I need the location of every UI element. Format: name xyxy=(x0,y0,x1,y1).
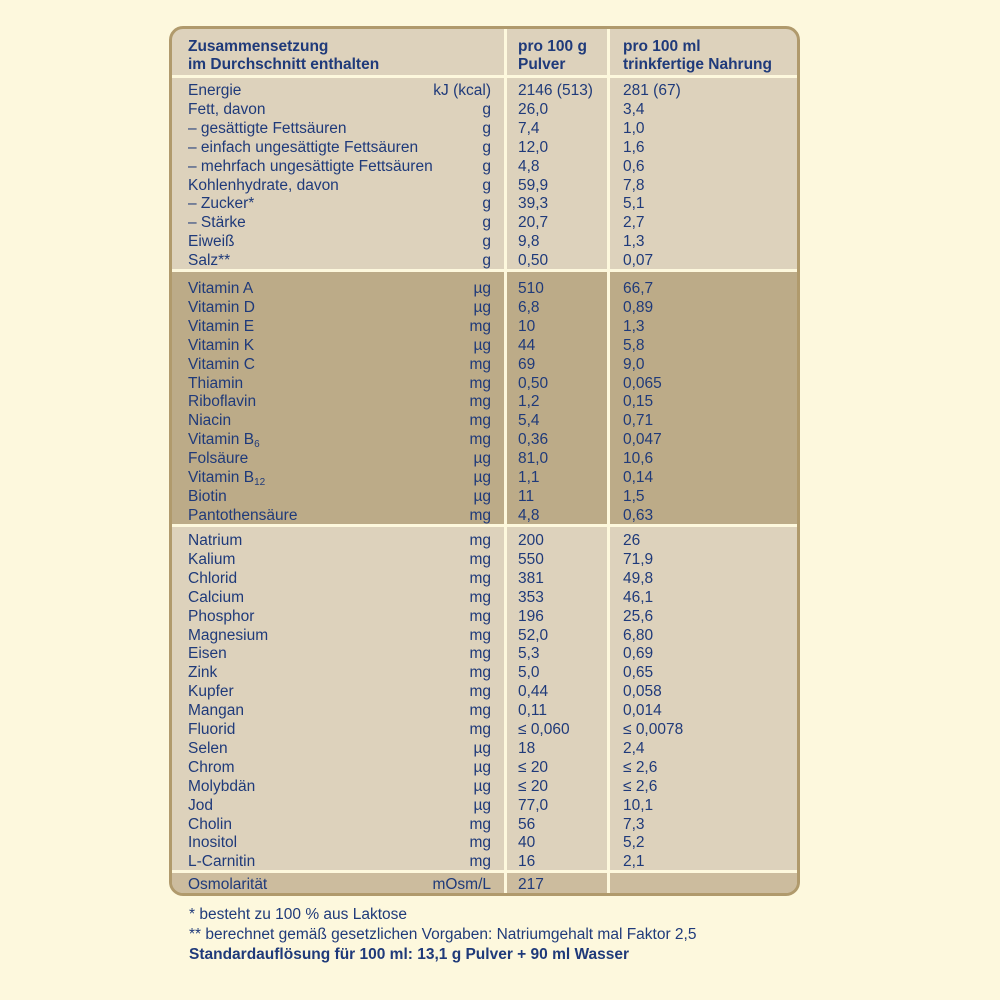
table-row xyxy=(172,607,797,626)
value-per-100g: 69 xyxy=(518,355,536,373)
nutrient-name-text: Vitamin A xyxy=(188,280,254,297)
nutrient-name-text: Inositol xyxy=(188,834,238,852)
value-per-100g: 1,2 xyxy=(518,393,540,411)
nutrient-unit: µg xyxy=(473,739,491,757)
nutrient-name xyxy=(188,336,254,355)
header-per-100ml xyxy=(623,38,772,74)
table-row xyxy=(172,298,797,317)
value-per-100g: 381 xyxy=(518,569,544,587)
table-row xyxy=(172,550,797,569)
nutrient-name xyxy=(188,550,235,569)
nutrient-name-text: Pantothensäure xyxy=(188,506,298,524)
value-per-100g: 5,0 xyxy=(518,664,540,682)
value-per-100g: 4,8 xyxy=(518,157,540,175)
nutrient-name-text: L-Carnitin xyxy=(188,853,256,871)
nutrient-name xyxy=(188,194,254,213)
nutrient-name-text: – gesättigte Fettsäuren xyxy=(188,119,347,137)
value-per-100g: 44 xyxy=(518,336,536,354)
nutrient-name-text: Vitamin B xyxy=(188,469,255,486)
nutrient-unit: µg xyxy=(473,280,491,297)
nutrient-name-text: Molybdän xyxy=(188,777,256,795)
nutrient-name-text: – Zucker* xyxy=(188,195,255,213)
table-row xyxy=(172,701,797,720)
nutrient-name-text: Vitamin E xyxy=(188,317,255,335)
nutrient-name-text: Biotin xyxy=(188,487,227,505)
table-row xyxy=(172,279,797,298)
table-row xyxy=(172,213,797,232)
nutrient-name-text: Chlorid xyxy=(188,569,238,587)
nutrient-unit: g xyxy=(482,176,491,194)
nutrient-name-text: Kupfer xyxy=(188,683,234,701)
nutrient-name-text: Fett, davon xyxy=(188,100,266,118)
table-row xyxy=(172,317,797,336)
value-per-100ml: 1,3 xyxy=(623,233,645,251)
value-per-100ml: 0,89 xyxy=(623,298,654,316)
value-per-100g: 0,36 xyxy=(518,431,549,449)
value-per-100ml: 0,058 xyxy=(623,683,662,701)
nutrient-unit: mg xyxy=(469,626,491,644)
nutrient-unit: mg xyxy=(469,607,491,625)
table-row xyxy=(172,392,797,411)
nutrient-name-text: Selen xyxy=(188,739,228,757)
nutrient-name xyxy=(188,298,255,317)
value-per-100g: 20,7 xyxy=(518,214,549,232)
value-per-100ml: 0,065 xyxy=(623,374,662,392)
nutrient-name xyxy=(188,569,237,588)
value-per-100ml: 25,6 xyxy=(623,607,654,625)
nutrient-name-text: Phosphor xyxy=(188,607,255,625)
nutrient-unit: mg xyxy=(469,355,491,373)
footnote-lactose: * besteht zu 100 % aus Laktose xyxy=(189,906,408,923)
value-per-100ml: ≤ 0,0078 xyxy=(623,721,684,738)
value-per-100ml: 49,8 xyxy=(623,569,654,587)
value-per-100ml: 7,8 xyxy=(623,176,645,194)
header-col3-line2: trinkfertige Nahrung xyxy=(623,56,772,73)
nutrient-name-text: Folsäure xyxy=(188,450,249,468)
value-per-100g: 6,8 xyxy=(518,298,540,316)
nutrient-name xyxy=(188,487,227,506)
section-separator xyxy=(172,870,797,873)
table-row xyxy=(172,336,797,355)
nutrient-name-text: – einfach ungesättigte Fettsäuren xyxy=(188,138,419,156)
value-per-100ml: 66,7 xyxy=(623,280,654,297)
table-row xyxy=(172,194,797,213)
nutrient-unit: mg xyxy=(469,317,491,335)
nutrient-name xyxy=(188,138,418,157)
nutrient-name xyxy=(188,663,217,682)
nutrient-name-text: Vitamin D xyxy=(188,298,255,316)
nutrient-name-text: Vitamin K xyxy=(188,336,255,354)
table-row xyxy=(172,796,797,815)
value-per-100g: 5,4 xyxy=(518,412,540,430)
table-row xyxy=(172,569,797,588)
nutrient-unit: mg xyxy=(469,721,491,738)
value-per-100ml: 10,6 xyxy=(623,450,654,468)
table-row xyxy=(172,430,797,449)
header-col2-line1: pro 100 g xyxy=(518,38,587,55)
value-per-100g: 353 xyxy=(518,588,544,606)
value-per-100g: 18 xyxy=(518,739,536,757)
table-row xyxy=(172,815,797,834)
value-per-100ml: 0,6 xyxy=(623,157,645,175)
value-per-100g: 0,44 xyxy=(518,683,549,701)
nutrient-unit: mg xyxy=(469,815,491,833)
standard-dilution: Standardauflösung für 100 ml: 13,1 g Pulver + 90 ml Wasser xyxy=(189,946,630,963)
nutrient-name xyxy=(188,392,256,411)
nutrient-unit: µg xyxy=(473,796,491,814)
value-per-100g: 16 xyxy=(518,853,536,871)
nutrient-name xyxy=(188,815,232,834)
table-row xyxy=(172,449,797,468)
value-per-100g: 0,50 xyxy=(518,252,549,270)
nutrient-name xyxy=(188,81,241,100)
nutrient-name-text: – Stärke xyxy=(188,214,246,232)
value-per-100g: 0,11 xyxy=(518,702,548,720)
nutrient-name xyxy=(188,506,297,525)
header-col3-line1: pro 100 ml xyxy=(623,38,701,55)
value-per-100ml: ≤ 2,6 xyxy=(623,758,658,776)
nutrient-name xyxy=(188,796,213,815)
nutrient-name xyxy=(188,317,254,336)
table-row xyxy=(172,411,797,430)
nutrient-unit: g xyxy=(482,138,491,156)
nutrient-subscript: 6 xyxy=(254,439,260,451)
nutrient-name-text: Jod xyxy=(188,796,213,814)
table-row xyxy=(172,138,797,157)
nutrient-name xyxy=(188,468,265,487)
nutrient-unit: g xyxy=(482,100,491,118)
value-per-100ml: 0,15 xyxy=(623,393,654,411)
table-row xyxy=(172,720,797,739)
value-per-100g: 12,0 xyxy=(518,138,549,156)
nutrient-unit: mg xyxy=(469,431,491,449)
value-per-100g: 550 xyxy=(518,550,544,568)
nutrient-name xyxy=(188,176,339,195)
value-per-100ml: 6,80 xyxy=(623,626,654,644)
nutrient-name-text: Chrom xyxy=(188,758,235,776)
nutrient-unit: mOsm/L xyxy=(432,876,491,893)
value-per-100g: 1,1 xyxy=(518,469,540,486)
value-per-100ml: 71,9 xyxy=(623,550,654,568)
nutrient-name xyxy=(188,374,243,393)
nutrient-name xyxy=(188,739,228,758)
nutrient-name xyxy=(188,430,260,449)
table-row xyxy=(172,875,797,894)
value-per-100ml: 1,6 xyxy=(623,138,645,156)
table-row xyxy=(172,100,797,119)
footnote-salt: ** berechnet gemäß gesetzlichen Vorgaben: Natriumgehalt mal Faktor 2,5 xyxy=(189,926,697,943)
value-per-100ml: 7,3 xyxy=(623,815,645,833)
table-row xyxy=(172,176,797,195)
table-row xyxy=(172,663,797,682)
nutrient-unit: g xyxy=(482,119,491,137)
nutrient-subscript: 12 xyxy=(254,477,266,488)
column-separator xyxy=(607,29,610,893)
nutrient-name xyxy=(188,355,255,374)
footnotes xyxy=(189,905,696,965)
value-per-100ml: 2,1 xyxy=(623,853,645,871)
value-per-100g: 217 xyxy=(518,876,544,893)
value-per-100g: 5,3 xyxy=(518,645,540,663)
nutrient-name xyxy=(188,279,253,298)
value-per-100g: 56 xyxy=(518,815,536,833)
nutrient-name xyxy=(188,607,254,626)
table-row xyxy=(172,374,797,393)
value-per-100g: 77,0 xyxy=(518,796,549,814)
nutrient-name-text: Niacin xyxy=(188,412,232,430)
table-row xyxy=(172,487,797,506)
nutrient-name xyxy=(188,758,235,777)
nutrient-unit: kJ (kcal) xyxy=(433,82,491,99)
value-per-100ml: 0,65 xyxy=(623,664,654,682)
value-per-100ml: 1,5 xyxy=(623,487,645,505)
table-row xyxy=(172,739,797,758)
value-per-100g: 10 xyxy=(518,317,536,335)
nutrient-unit: µg xyxy=(473,758,491,776)
nutrient-name xyxy=(188,588,244,607)
value-per-100g: 81,0 xyxy=(518,450,549,468)
value-per-100g: 11 xyxy=(518,487,535,505)
header-per-100g xyxy=(518,38,587,74)
table-row xyxy=(172,506,797,525)
table-row xyxy=(172,468,797,487)
value-per-100ml: ≤ 2,6 xyxy=(623,777,658,795)
nutrient-unit: g xyxy=(482,157,491,175)
nutrient-unit: mg xyxy=(469,374,491,392)
nutrient-name-text: Kohlenhydrate, davon xyxy=(188,176,339,194)
nutrient-name xyxy=(188,411,231,430)
value-per-100ml: 0,047 xyxy=(623,431,662,449)
nutrient-unit: mg xyxy=(469,550,491,568)
value-per-100ml: 5,8 xyxy=(623,336,645,354)
nutrient-name-text: Vitamin C xyxy=(188,355,255,373)
value-per-100ml: 3,4 xyxy=(623,100,645,118)
table-row xyxy=(172,682,797,701)
nutrient-name xyxy=(188,720,235,739)
value-per-100ml: 1,3 xyxy=(623,317,645,335)
nutrient-unit: g xyxy=(482,195,491,213)
nutrient-unit: µg xyxy=(473,336,491,354)
nutrient-name xyxy=(188,852,255,871)
value-per-100ml: 0,71 xyxy=(623,412,654,430)
value-per-100g: ≤ 0,060 xyxy=(518,721,570,738)
table-row xyxy=(172,833,797,852)
nutrient-unit: µg xyxy=(473,450,491,468)
nutrient-name-text: – mehrfach ungesättigte Fettsäuren xyxy=(188,157,433,175)
value-per-100g: 59,9 xyxy=(518,176,549,194)
header-col1-line2: im Durchschnitt enthalten xyxy=(188,56,380,73)
value-per-100ml: 2,7 xyxy=(623,214,645,232)
table-row xyxy=(172,251,797,270)
table-row xyxy=(172,777,797,796)
value-per-100ml: 0,14 xyxy=(623,469,654,486)
value-per-100ml: 46,1 xyxy=(623,588,654,606)
nutrient-name-text: Energie xyxy=(188,82,242,99)
value-per-100ml: 9,0 xyxy=(623,355,645,373)
table-row xyxy=(172,626,797,645)
table-row xyxy=(172,588,797,607)
table-row xyxy=(172,531,797,550)
nutrient-unit: mg xyxy=(469,532,491,549)
value-per-100ml: 26 xyxy=(623,532,641,549)
nutrient-unit: mg xyxy=(469,853,491,871)
nutrient-name xyxy=(188,157,433,176)
nutrient-unit: mg xyxy=(469,506,491,524)
value-per-100g: ≤ 20 xyxy=(518,758,549,776)
nutrient-name-text: Kalium xyxy=(188,550,236,568)
nutrient-unit: g xyxy=(482,233,491,251)
nutrient-name xyxy=(188,626,268,645)
nutrient-name xyxy=(188,644,227,663)
nutrient-name-text: Salz** xyxy=(188,252,231,270)
value-per-100g: ≤ 20 xyxy=(518,777,549,795)
table-row xyxy=(172,119,797,138)
nutrient-name-text: Eisen xyxy=(188,645,227,663)
value-per-100g: 196 xyxy=(518,607,544,625)
value-per-100g: 9,8 xyxy=(518,233,540,251)
nutrient-name-text: Vitamin B xyxy=(188,431,255,449)
value-per-100g: 40 xyxy=(518,834,536,852)
nutrient-name xyxy=(188,251,230,270)
nutrient-unit: mg xyxy=(469,834,491,852)
nutrient-unit: mg xyxy=(469,664,491,682)
table-row xyxy=(172,232,797,251)
nutrient-unit: µg xyxy=(473,777,491,795)
value-per-100g: 7,4 xyxy=(518,119,540,137)
table-row xyxy=(172,644,797,663)
header-col2-line2: Pulver xyxy=(518,56,566,73)
header-separator xyxy=(172,75,797,78)
nutrient-unit: µg xyxy=(473,487,491,505)
section-separator xyxy=(172,269,797,272)
value-per-100g: 200 xyxy=(518,532,544,549)
value-per-100ml: 2,4 xyxy=(623,739,645,757)
value-per-100g: 26,0 xyxy=(518,100,549,118)
nutrient-name-text: Calcium xyxy=(188,588,244,606)
table-row xyxy=(172,355,797,374)
nutrient-unit: µg xyxy=(473,298,491,316)
nutrient-name-text: Cholin xyxy=(188,815,232,833)
nutrient-unit: mg xyxy=(469,588,491,606)
value-per-100ml: 0,014 xyxy=(623,702,662,720)
table-row xyxy=(172,758,797,777)
nutrient-name xyxy=(188,119,347,138)
header-composition xyxy=(188,38,379,74)
nutrient-name xyxy=(188,701,244,720)
nutrient-name xyxy=(188,682,234,701)
nutrient-unit: mg xyxy=(469,569,491,587)
nutrient-name xyxy=(188,777,255,796)
nutrient-unit: mg xyxy=(469,683,491,701)
nutrient-name-text: Riboflavin xyxy=(188,393,257,411)
table-row xyxy=(172,852,797,871)
nutrient-name-text: Eiweiß xyxy=(188,233,235,251)
header-col1-line1: Zusammensetzung xyxy=(188,38,329,55)
nutrient-name-text: Natrium xyxy=(188,532,243,549)
value-per-100g: 0,50 xyxy=(518,374,549,392)
nutrient-name-text: Mangan xyxy=(188,702,245,720)
nutrient-unit: mg xyxy=(469,702,491,720)
nutrient-name xyxy=(188,213,246,232)
nutrient-name-text: Zink xyxy=(188,664,218,682)
table-row xyxy=(172,157,797,176)
section-separator xyxy=(172,524,797,527)
table-row xyxy=(172,81,797,100)
nutrient-name-text: Fluorid xyxy=(188,721,236,738)
value-per-100ml: 0,69 xyxy=(623,645,654,663)
column-separator xyxy=(504,29,507,893)
nutrient-name-text: Thiamin xyxy=(188,374,244,392)
nutrient-unit: mg xyxy=(469,645,491,663)
value-per-100g: 52,0 xyxy=(518,626,549,644)
value-per-100g: 39,3 xyxy=(518,195,549,213)
nutrient-unit: mg xyxy=(469,412,491,430)
nutrient-name xyxy=(188,232,235,251)
value-per-100ml: 0,63 xyxy=(623,506,654,524)
value-per-100ml: 5,1 xyxy=(623,195,645,213)
nutrition-table xyxy=(169,26,800,896)
value-per-100g: 2146 (513) xyxy=(518,82,593,99)
value-per-100ml: 10,1 xyxy=(623,796,654,814)
nutrient-name xyxy=(188,531,242,550)
value-per-100ml: 0,07 xyxy=(623,252,654,270)
nutrient-name xyxy=(188,100,266,119)
nutrient-name-text: Osmolarität xyxy=(188,876,268,893)
nutrient-unit: g xyxy=(482,252,491,270)
nutrient-name xyxy=(188,449,248,468)
nutrient-unit: g xyxy=(482,214,491,232)
value-per-100g: 4,8 xyxy=(518,506,540,524)
value-per-100ml: 5,2 xyxy=(623,834,645,852)
nutrient-unit: µg xyxy=(473,469,491,486)
nutrient-unit: mg xyxy=(469,393,491,411)
value-per-100ml: 281 (67) xyxy=(623,82,681,99)
nutrient-name xyxy=(188,875,267,894)
nutrient-name xyxy=(188,833,237,852)
nutrient-name-text: Magnesium xyxy=(188,626,269,644)
value-per-100g: 510 xyxy=(518,280,544,297)
value-per-100ml: 1,0 xyxy=(623,119,645,137)
